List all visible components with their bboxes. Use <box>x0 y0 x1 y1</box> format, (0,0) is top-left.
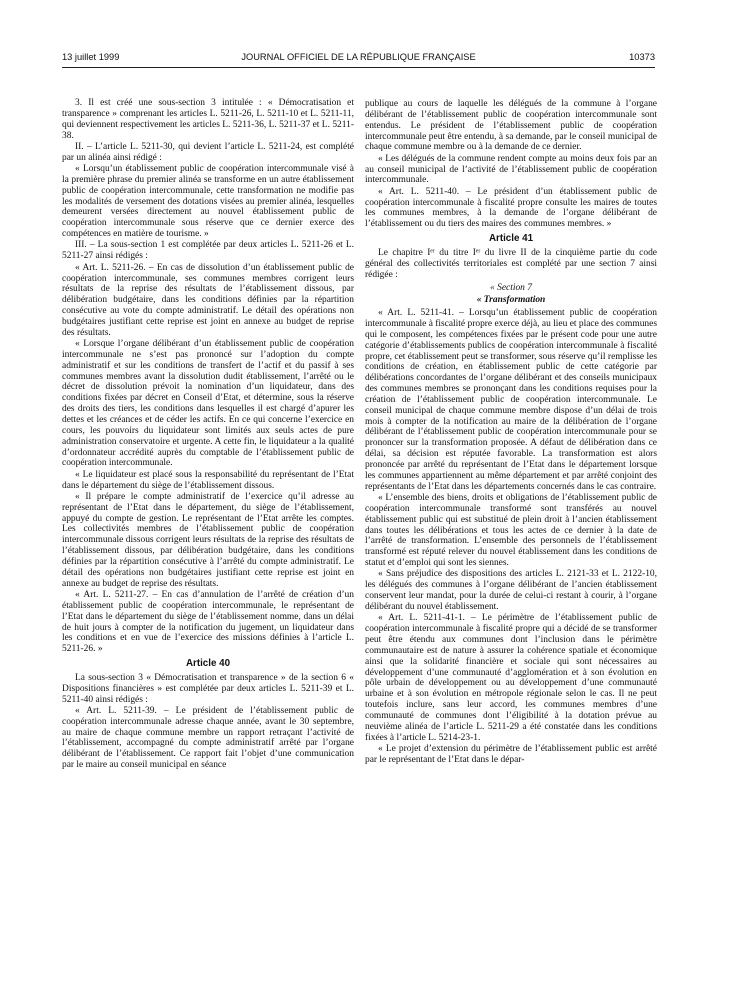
paragraph: « Art. L. 5211-41. – Lorsqu’un établissement public de coopération intercommunale à fiscalité propre exerce déjà, au lieu et place des communes qui le composent, les compétences fixées par le présent code pour une autre catégorie d’établissements publics de coopération intercommunale à fiscalité propre, cet établissement peut se transformer, sous réserve qu’il remplisse les conditions de création, en établissement public de cette catégorie par délibérations concordantes de l’organe délibérant et des conseils municipaux des communes membres se prononçant dans les conditions requises pour la création de l’établissement public de coopération intercommunale. Le conseil municipal de chaque commune membre dispose d’un délai de trois mois à compter de la notification au maire de la délibération de l’organe délibérant de l’établissement public de coopération intercommunale pour se prononcer sur la transformation proposée. A défaut de délibération dans ce délai, sa décision est réputée favorable. La transformation est alors prononcée par arrêté du représentant de l’Etat dans le département lorsque les communes appartiennent au même département et par arrêté conjoint des représentants de l’Etat dans les départements concernés dans le cas contraire. <box>365 308 657 492</box>
right-column <box>365 99 657 979</box>
paragraph: III. – La sous-section 1 est complétée par deux articles L. 5211-26 et L. 5211-27 ainsi rédigés : <box>62 240 354 262</box>
header-page-number: 10373 <box>629 52 655 62</box>
header-title: JOURNAL OFFICIEL DE LA RÉPUBLIQUE FRANÇAISE <box>241 52 476 62</box>
subsection-heading: « Transformation <box>476 295 546 306</box>
paragraph: « Art. L. 5211-39. – Le président de l’établissement public de coopération intercommunale adresse chaque année, avant le 30 septembre, au maire de chaque commune membre un rapport retraçant l’activité de l’établissement, accompagné du compte administratif arrêté par l’organe délibérant de l’établissement. Ce rapport fait l’objet d’une communication par le maire au conseil municipal en séance <box>62 705 354 771</box>
paragraph: Le chapitre Iᵉʳ du titre Iᵉʳ du livre II de la cinquième partie du code général des collectivités territoriales est complété par une section 7 ainsi rédigée : <box>365 247 657 280</box>
paragraph: « Art. L. 5211-40. – Le président d’un établissement public de coopération intercommunale à fiscalité propre consulte les maires de toutes les communes membres, à la demande de l’organe délibérant de l’établissement ou du tiers des maires des communes membres. » <box>365 186 657 230</box>
paragraph: « Le projet d’extension du périmètre de l’établissement public est arrêté par le représentant de l’Etat dans le dépar- <box>365 743 657 765</box>
paragraph: « L’ensemble des biens, droits et obligations de l’établissement public de coopération intercommunale transformé sont transférés au nouvel établissement public qui est substitué de plein droit à l’ancien établissement dans toutes les délibérations et tous les actes de ce dernier à la date de l’arrêté de transformation. L’ensemble des personnels de l’établissement transformé est réputé relever du nouvel établissement dans les conditions de statut et d’emploi qui sont les siennes. <box>365 493 657 569</box>
paragraph: 3. Il est créé une sous-section 3 intitulée : « Démocratisation et transparence » comprenant les articles L. 5211-26, L. 5211-10 et L. 5211-11, qui deviennent respectivement les articles L. 5211-36, L. 5211-37 et L. 5211-38. <box>62 98 354 141</box>
paragraph: « Art. L. 5211-41-1. – Le périmètre de l’établissement public de coopération intercommunale à fiscalité propre qui a décidé de se transformer peut être étendu aux communes dont l’inclusion dans le périmètre communautaire est de nature à assurer la cohérence spatiale et économique ainsi que la solidarité financière et sociale qui sont nécessaires au développement d’une communauté d’agglomération et à son évolution en pôle urbain de développement ou au développement d’une communauté urbaine et à son évolution en métropole régionale selon le cas. Il ne peut toutefois inclure, sans leur accord, les communes membres d’une communauté de communes dont l’éligibilité à la dotation prévue au neuvième alinéa de l’article L. 5211-29 a été constatée dans les conditions fixées à l’article L. 5214-23-1. <box>365 613 657 743</box>
header-date: 13 juillet 1999 <box>62 52 120 62</box>
article-heading: Article 40 <box>185 658 231 670</box>
article-heading: Article 41 <box>488 233 534 245</box>
page-header <box>62 52 655 66</box>
paragraph: « Lorsque l’organe délibérant d’un établissement public de coopération intercommunale ne s’est pas prononcé sur l’adoption du compte administratif et sur les conditions de transfert de l’actif et du passif à ses communes membres avant la dissolution dudit établissement, l’arrêté ou le décret de dissolution prévoit la nomination d’un liquidateur, dans des conditions fixées par décret en Conseil d’Etat, et détermine, sous la réserve des droits des tiers, les conditions dans lesquelles il est chargé d’apurer les dettes et les créances et de céder les actifs. En ce qui concerne l’exercice en cours, les pouvoirs du liquidateur sont limités aux seuls actes de pure administration conservatoire et urgente. A cette fin, le liquidateur a la qualité d’ordonnateur accrédité auprès du comptable de l’établissement public de coopération intercommunale. <box>62 339 354 469</box>
paragraph: « Le liquidateur est placé sous la responsabilité du représentant de l’Etat dans le département du siège de l’établissement dissous. <box>62 469 354 491</box>
paragraph: « Art. L. 5211-27. – En cas d’annulation de l’arrêté de création d’un établissement public de coopération intercommunale, le représentant de l’Etat dans le département du siège de l’établissement nomme, dans un délai de huit jours à compter de la notification du jugement, un liquidateur dans les conditions et en vue de l’exercice des missions définies à l’article L. 5211-26. » <box>62 589 354 655</box>
paragraph: « Lorsqu’un établissement public de coopération intercommunale visé à la première phrase du premier alinéa se transforme en un autre établissement public de coopération intercommunale, cette transformation ne modifie pas les modalités de versement des dotations visées au premier alinéa, lesquelles demeurent versées directement au nouvel établissement public de coopération intercommunale sous réserve que ce dernier exerce des compétences en matière de tourisme. » <box>62 164 354 240</box>
paragraph: publique au cours de laquelle les délégués de la commune à l’organe délibérant de l’établissement public de coopération intercommunale sont entendus. Le président de l’établissement public de coopération intercommunale peut être entendu, à sa demande, par le conseil municipal de chaque commune membre ou à la demande de ce dernier. <box>365 99 657 153</box>
paragraph: « Art. L. 5211-26. – En cas de dissolution d’un établissement public de coopération intercommunale, ses communes membres corrigent leurs résultats de la reprise des résultats de l’établissement dissous, par délibération budgétaire, dans les conditions définies par la répartition consécutive au vote du compte administratif. Le détail des opérations non budgétaires justifiant cette reprise est joint en annexe au budget de reprise des résultats. <box>62 262 354 338</box>
paragraph: II. – L’article L. 5211-30, qui devient l’article L. 5211-24, est complété par un alinéa ainsi rédigé : <box>62 141 354 163</box>
paragraph: « Il prépare le compte administratif de l’exercice qu’il adresse au représentant de l’Etat dans le département, du siège de l’établissement, appuyé du compte de gestion. Le représentant de l’Etat arrête les comptes. Les collectivités membres de l’établissement public de coopération intercommunale dissous corrigent leurs résultats de la reprise des résultats de l’établissement dissous, par délibération budgétaire, dans les conditions définies par la répartition consécutive à l’arrêté du compte administratif. Le détail des opérations non budgétaires justifiant cette reprise est joint en annexe au budget de reprise des résultats. <box>62 491 354 589</box>
paragraph: La sous-section 3 « Démocratisation et transparence » de la section 6 « Dispositions financières » est complétée par deux articles L. 5211-39 et L. 5211-40 ainsi rédigés : <box>62 672 354 705</box>
paragraph: « Les délégués de la commune rendent compte au moins deux fois par an au conseil municipal de l’activité de l’établissement public de coopération intercommunale. <box>365 153 657 186</box>
left-column <box>62 98 354 978</box>
section-heading: « Section 7 <box>490 282 532 293</box>
paragraph: « Sans préjudice des dispositions des articles L. 2121-33 et L. 2122-10, les délégués des communes à l’organe délibérant de l’ancien établissement conservent leur mandat, pour la durée de celui-ci restant à courir, à l’organe délibérant du nouvel établissement. <box>365 569 657 612</box>
header-rule <box>62 67 655 68</box>
